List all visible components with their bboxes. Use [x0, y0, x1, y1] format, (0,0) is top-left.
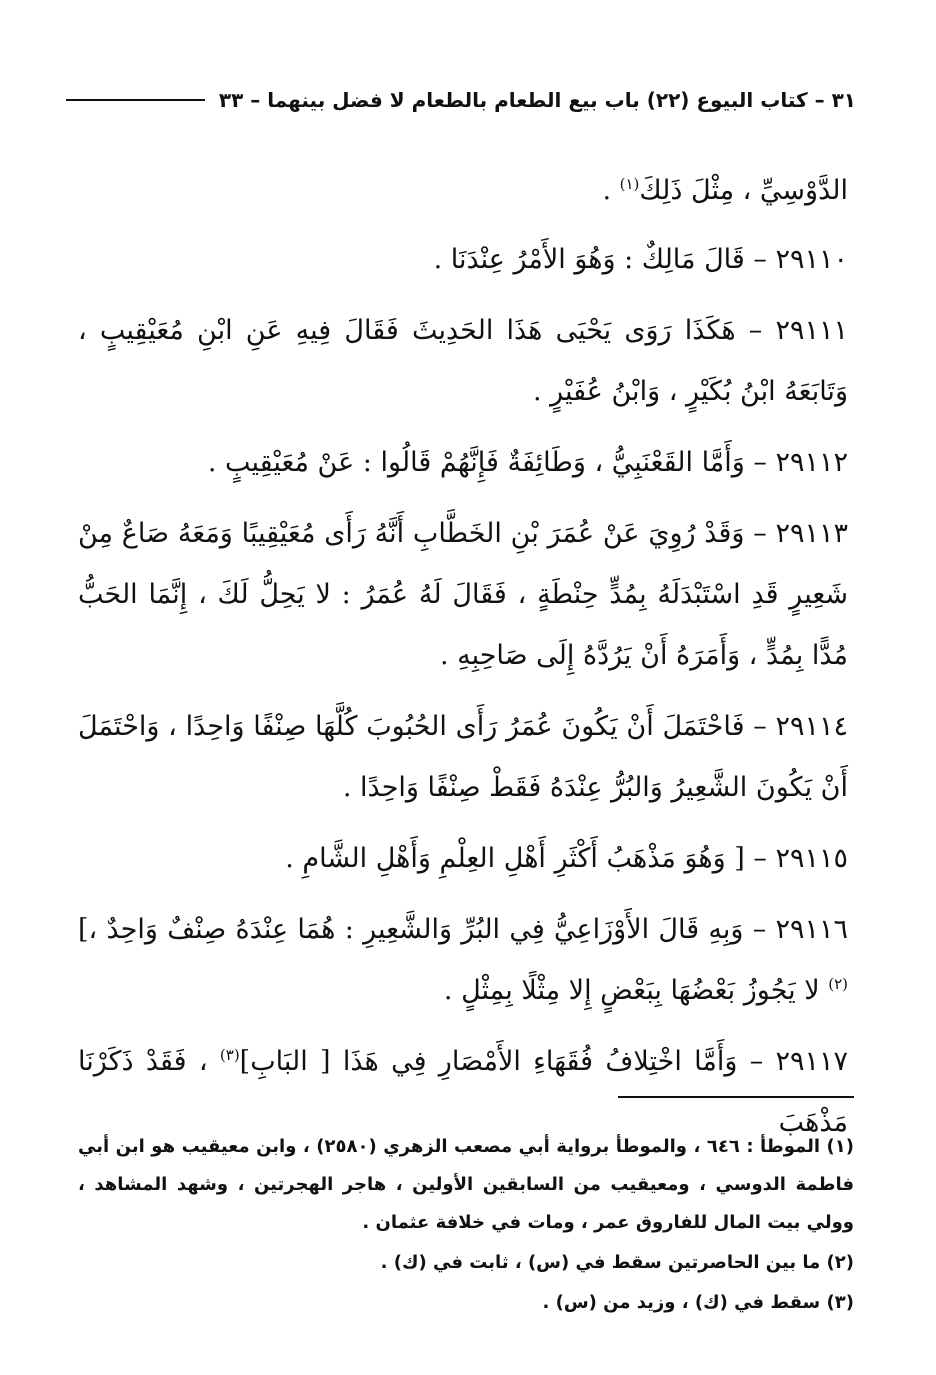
footnote-marker-1[interactable]: (١): [619, 175, 640, 193]
paragraph-29116: [78, 899, 848, 1021]
paragraph-29113: [78, 503, 848, 686]
paragraph-29110: [78, 229, 848, 290]
paragraph-text: الدَّوْسِيِّ ، مِثْلَ ذَلِكَ: [639, 175, 848, 206]
main-text: [78, 160, 848, 1163]
paragraph-continuation: [78, 160, 848, 221]
footnote-marker-3[interactable]: (٣): [219, 1046, 240, 1064]
footnote-marker-2[interactable]: (٢): [828, 975, 848, 993]
paragraph-29112: [78, 432, 848, 493]
paragraph-tail: لا يَجُوزُ بَعْضُهَا بِبَعْضٍ إِلا مِثْلًا بِمِثْلٍ .: [443, 975, 829, 1006]
header-title: ٣١ – كتاب البيوع (٢٢) باب بيع الطعام بالطعام لا فضل بينهما – ٣٣: [218, 88, 856, 112]
paragraph-text: ٢٩١١٦ – وَبِهِ قَالَ الأَوْزَاعِيُّ فِي البُرِّ وَالشَّعِيرِ : هُمَا عِنْدَهُ صِنْفٌ وَاحِدٌ ،]: [78, 914, 848, 945]
footnote-2: (٢) ما بين الحاصرتين سقط في (س) ، ثابت في (ك) .: [380, 1252, 854, 1273]
footnote-separator: [618, 1096, 854, 1098]
paragraph-text: ٢٩١١٧ – وَأَمَّا اخْتِلافُ فُقَهَاءِ الأَمْصَارِ فِي هَذَا [ البَابِ]: [239, 1046, 848, 1077]
paragraph-29115: [78, 828, 848, 889]
footnote-3: (٣) سقط في (ك) ، وزيد من (س) .: [542, 1292, 854, 1313]
paragraph-29111: [78, 300, 848, 422]
footnote-1: (١) الموطأ : ٦٤٦ ، والموطأ برواية أبي مصعب الزهري (٢٥٨٠) ، وابن معيقيب هو ابن أبي فاطمة الدوسي ، ومعيقيب من السابقين الأولين ، هاجر الهجرتين ، وشهد المشاهد ، وولي بيت المال للفاروق عمر ، ومات في خلافة عثمان .: [78, 1136, 855, 1233]
paragraph-text: ٢٩١١٣ – وَقَدْ رُوِيَ عَنْ عُمَرَ بْنِ الخَطَّابِ أَنَّهُ رَأَى مُعَيْقِيبًا وَمَعَهُ صَاعٌ مِنْ شَعِيرٍ قَدِ اسْتَبْدَلَهُ بِمُدٍّ حِنْطَةٍ ، فَقَالَ لَهُ عُمَرُ : لا يَحِلُّ لَكَ ، إِنَّمَا الحَبُّ مُدًّا بِمُدٍّ ، وَأَمَرَهُ أَنْ يَرُدَّهُ إِلَى صَاحِبِهِ .: [78, 518, 848, 671]
header-rule: [66, 99, 205, 101]
paragraph-text: ٢٩١١٤ – فَاحْتَمَلَ أَنْ يَكُونَ عُمَرُ رَأَى الحُبُوبَ كُلَّهَا صِنْفًا وَاحِدًا ، وَاحْتَمَلَ أَنْ يَكُونَ الشَّعِيرُ وَالبُرُّ عِنْدَهُ فَقَطْ صِنْفًا وَاحِدًا .: [78, 711, 848, 803]
paragraph-tail: ، فَقَدْ ذَكَرْنَا مَذْهَبَ: [78, 1046, 848, 1138]
running-header: [66, 82, 856, 118]
paragraph-tail: .: [602, 175, 620, 206]
paragraph-text: ٢٩١١٠ – قَالَ مَالِكٌ : وَهُوَ الأَمْرُ عِنْدَنَا .: [433, 244, 848, 275]
footnotes: [78, 1128, 854, 1324]
paragraph-text: ٢٩١١٢ – وَأَمَّا القَعْنَبِيُّ ، وَطَائِفَةٌ فَإِنَّهُمْ قَالُوا : عَنْ مُعَيْقِيبٍ .: [207, 447, 848, 478]
paragraph-text: ٢٩١١١ – هَكَذَا رَوَى يَحْيَى هَذَا الحَدِيثَ فَقَالَ فِيهِ عَنِ ابْنِ مُعَيْقِيبٍ ، وَتَابَعَهُ ابْنُ بُكَيْرٍ ، وَابْنُ عُفَيْرٍ .: [78, 315, 848, 407]
paragraph-text: ٢٩١١٥ – [ وَهُوَ مَذْهَبُ أَكْثَرِ أَهْلِ العِلْمِ وَأَهْلِ الشَّامِ .: [285, 843, 848, 874]
paragraph-29114: [78, 696, 848, 818]
